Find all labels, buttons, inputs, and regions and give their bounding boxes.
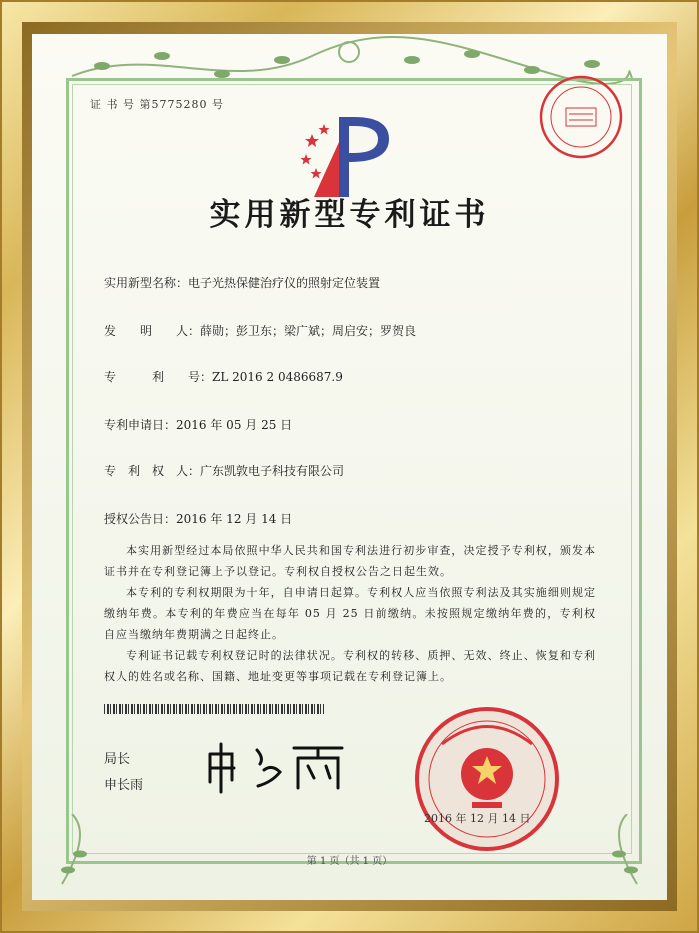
field-utility-model-name — [104, 274, 380, 291]
field-label: 授权公告日： — [104, 512, 177, 526]
field-value: 2016 年 12 月 14 日 — [176, 512, 293, 526]
director-title: 局长 — [104, 752, 131, 767]
body-paragraph-1: 本实用新型经过本局依照中华人民共和国专利法进行初步审查，决定授予专利权，颁发本证书并在专利登记簿上予以登记。专利权自授权公告之日起生效。 — [104, 544, 596, 578]
body-paragraph-3: 专利证书记载专利权登记时的法律状况。专利权的转移、质押、无效、终止、恢复和专利权人的姓名或名称、国籍、地址变更等事项记载在专利登记簿上。 — [104, 649, 596, 683]
director-signature — [202, 734, 352, 794]
field-application-date — [104, 416, 292, 433]
body-paragraph-2: 本专利的专利权期限为十年，自申请日起算。专利权人应当依照专利法及其实施细则规定缴纳年费。本专利的年费应当在每年 05 月 25 日前缴纳。未按照规定缴纳年费的，专利权自应当缴纳年费期满之日起终止。 — [104, 586, 596, 641]
patent-agency-seal — [538, 74, 624, 160]
certificate-title: 实用新型专利证书 — [209, 197, 490, 233]
field-value: 电子光热保健治疗仪的照射定位装置 — [188, 276, 381, 290]
field-patent-number — [104, 368, 343, 385]
field-grant-date — [104, 510, 292, 527]
field-value: 广东凯敦电子科技有限公司 — [200, 464, 345, 478]
barcode — [104, 704, 324, 714]
field-patentee — [104, 462, 344, 479]
field-label: 专利申请日： — [104, 418, 177, 432]
field-value: 薛勋；彭卫东；梁广斌；周启安；罗贺良 — [200, 324, 417, 338]
field-label: 发 明 人： — [104, 324, 201, 338]
seal-date: 2016 年 12 月 14 日 — [424, 812, 531, 825]
field-label: 专 利 权 人： — [104, 464, 201, 478]
field-inventors — [104, 322, 416, 339]
field-label: 实用新型名称： — [104, 276, 189, 290]
field-value: 2016 年 05 月 25 日 — [176, 418, 293, 432]
field-value: ZL 2016 2 0486687.9 — [212, 370, 343, 384]
field-label: 专 利 号： — [104, 370, 213, 384]
certificate-paper — [32, 34, 667, 900]
director-name: 申长雨 — [104, 778, 144, 793]
page-footer: 第 1 页（共 1 页） — [306, 856, 393, 867]
certificate-number: 证 书 号 第5775280 号 — [90, 98, 224, 111]
